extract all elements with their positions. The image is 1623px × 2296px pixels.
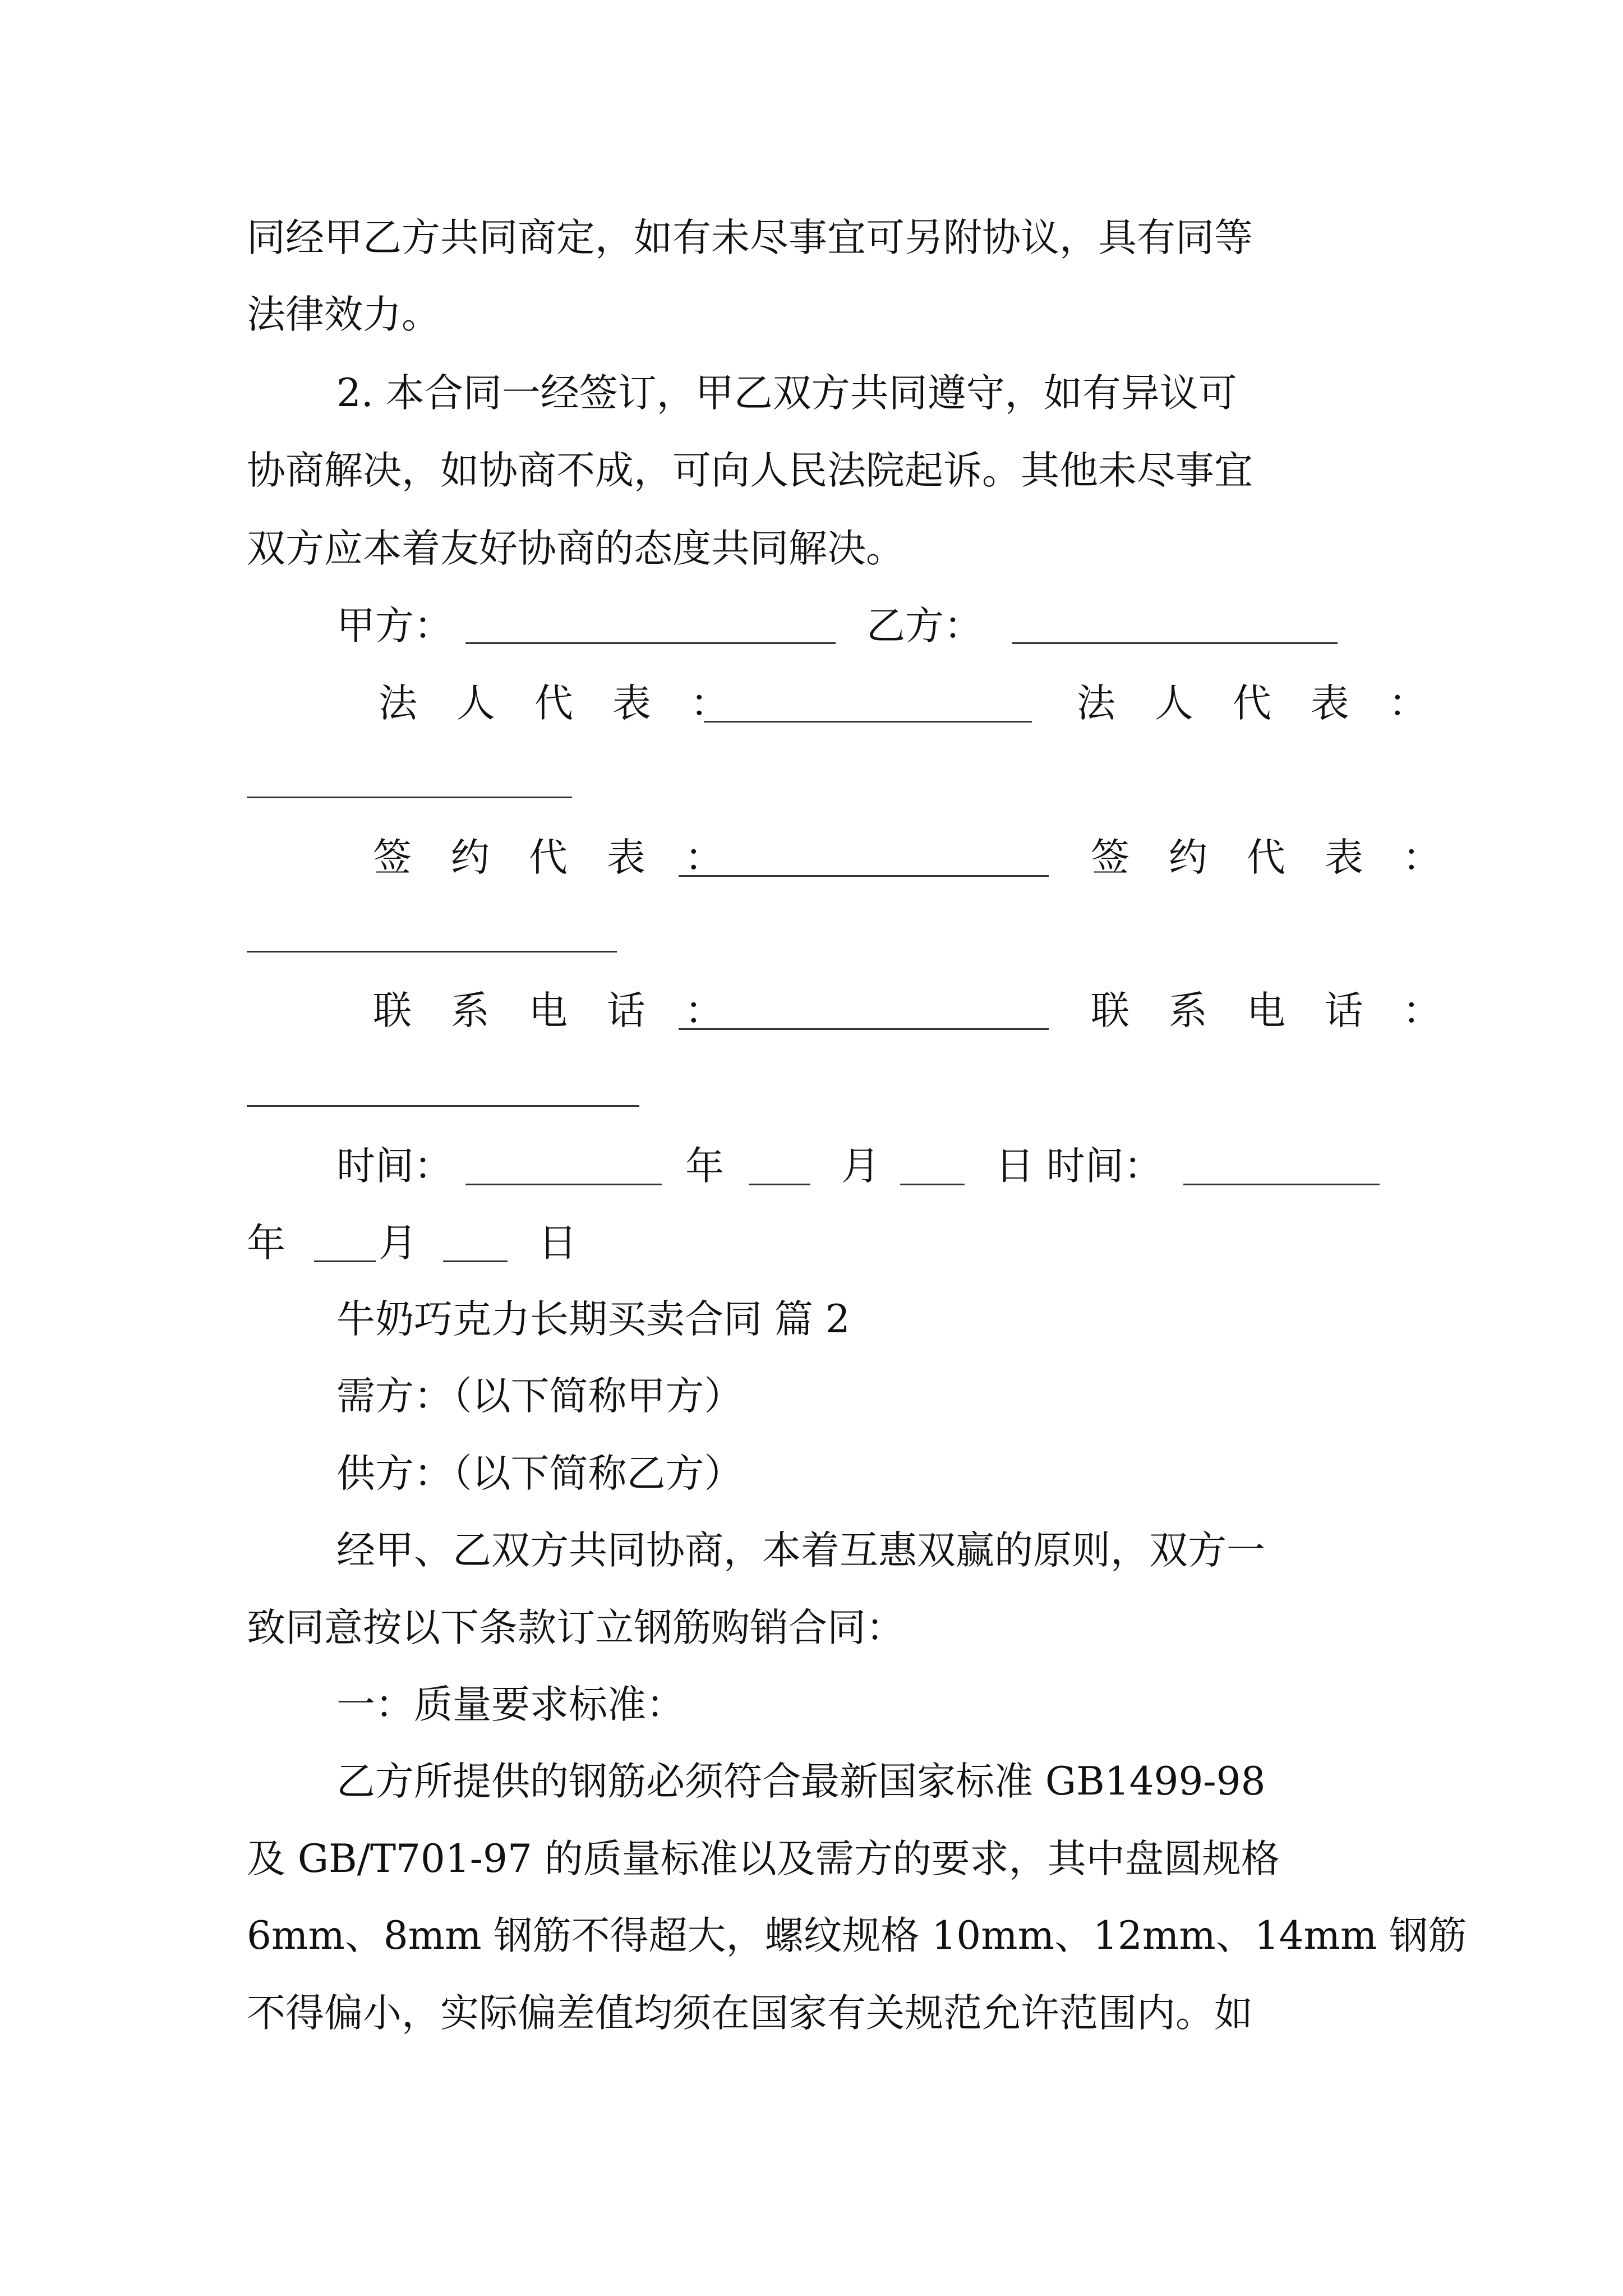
text-line: 双方应本着友好协商的态度共同解决。 [247, 526, 905, 571]
party-b-blank [1012, 642, 1338, 644]
month-label-b: 月 [379, 1221, 417, 1266]
party-a-label: 甲方： [336, 604, 453, 648]
sign-rep-label-b: 签 约 代 表 ： [1091, 835, 1455, 880]
text-line: 2. 本合同一经签订，甲乙双方共同遵守，如有异议可 [336, 371, 1237, 416]
quality-heading: 一：质量要求标准： [336, 1682, 685, 1727]
text-line: 协商解决，如协商不成，可向人民法院起诉。其他未尽事宜 [247, 448, 1253, 493]
text-line: 乙方所提供的钢筋必须符合最新国家标准 GB1499-98 [336, 1759, 1266, 1804]
text-line: 经甲、乙双方共同协商，本着互惠双赢的原则，双方一 [336, 1528, 1265, 1573]
time-month-blank-a [749, 1184, 810, 1185]
legal-rep-blank-b [247, 797, 572, 798]
day-label-b: 日 [538, 1221, 577, 1266]
legal-rep-label-b: 法 人 代 表 ： [1077, 681, 1441, 726]
phone-blank-a [679, 1028, 1049, 1030]
text-line: 及 GB/T701-97 的质量标准以及需方的要求，其中盘圆规格 [247, 1837, 1280, 1881]
text-line: 致同意按以下条款订立钢筋购销合同： [247, 1605, 905, 1650]
day-time-label-b: 日 时间： [995, 1144, 1163, 1189]
text-line: 同经甲乙方共同商定，如有未尽事宜可另附协议，具有同等 [247, 215, 1253, 260]
month-label-a: 月 [841, 1144, 880, 1189]
time-year-blank-a [465, 1184, 662, 1185]
year-label-a: 年 [685, 1144, 724, 1189]
year-label-b: 年 [247, 1221, 285, 1266]
sign-rep-blank-a [679, 875, 1049, 877]
time-month-blank-b [314, 1260, 376, 1262]
legal-rep-blank-a [704, 721, 1032, 723]
sign-rep-label-a: 签 约 代 表 ： [373, 835, 737, 880]
text-line: 不得偏小，实际偏差值均须在国家有关规范允许范围内。如 [247, 1991, 1253, 2036]
phone-label-b: 联 系 电 话 ： [1091, 988, 1455, 1033]
party-b-label: 乙方： [866, 604, 983, 648]
text-line: 6mm、8mm 钢筋不得超大，螺纹规格 10mm、12mm、14mm 钢筋 [247, 1913, 1467, 1958]
phone-label-a: 联 系 电 话 ： [373, 988, 737, 1033]
section-heading: 牛奶巧克力长期买卖合同 篇 2 [336, 1297, 850, 1342]
legal-rep-label-a: 法 人 代 表 ： [379, 681, 743, 726]
party-a-blank [465, 642, 836, 644]
phone-blank-b [247, 1105, 639, 1107]
time-day-blank-b [443, 1260, 508, 1262]
time-day-blank-a [900, 1184, 965, 1185]
time-label-a: 时间： [336, 1144, 453, 1189]
sign-rep-blank-b [247, 951, 617, 953]
text-line: 法律效力。 [247, 292, 440, 337]
time-year-blank-b [1183, 1184, 1380, 1185]
supply-party: 供方：（以下简称乙方） [336, 1451, 743, 1496]
demand-party: 需方：（以下简称甲方） [336, 1374, 743, 1419]
